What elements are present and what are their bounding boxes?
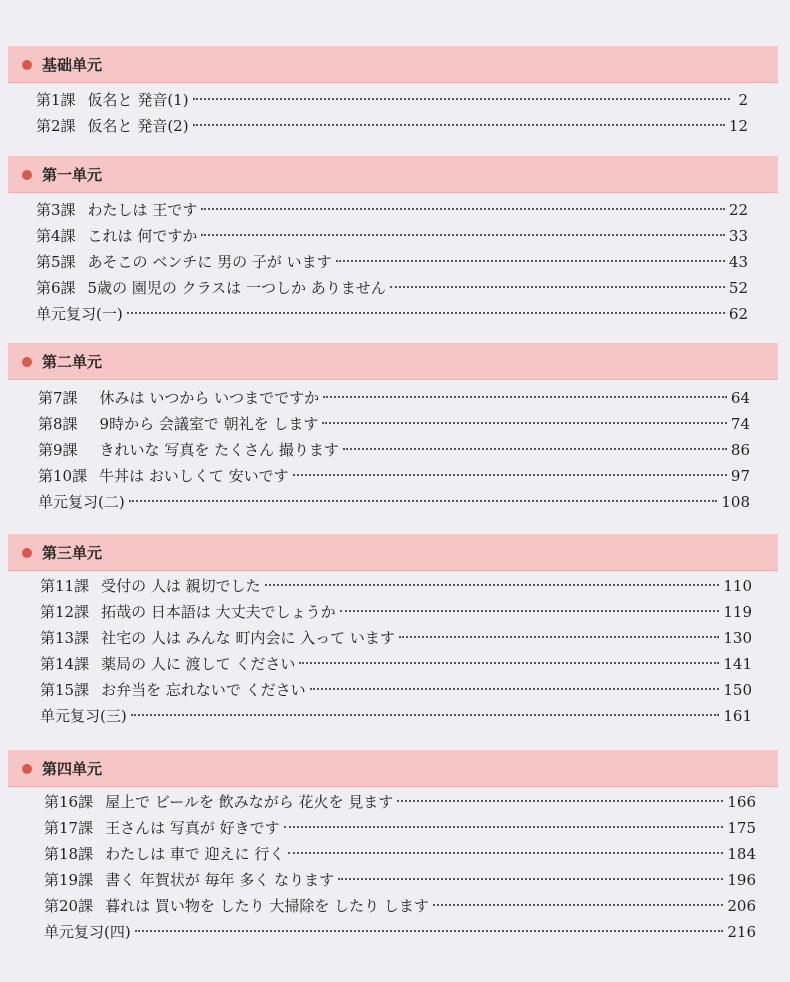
lesson-title: 暮れは 買い物を したり 大掃除を したり します [105, 897, 429, 915]
leader-dots [433, 904, 723, 906]
page-number: 108 [721, 493, 750, 511]
leader-dots [299, 662, 719, 664]
page-number: 74 [730, 415, 750, 433]
toc-row[interactable] [40, 573, 752, 599]
toc-row[interactable] [36, 87, 748, 113]
leader-dots [284, 826, 724, 828]
lesson-title: 9時から 会議室で 朝礼を します [99, 415, 319, 433]
lesson-number: 第18課 [44, 845, 94, 863]
bullet-dot-icon [22, 60, 32, 70]
page-number: 62 [728, 305, 748, 323]
lesson-number: 第12課 [40, 603, 90, 621]
unit-title: 第四单元 [42, 760, 103, 778]
leader-dots [322, 422, 727, 424]
lesson-title: 仮名と 発音(2) [87, 117, 189, 135]
page-number: 161 [723, 707, 752, 725]
page-number: 2 [738, 91, 748, 109]
unit-title: 第二单元 [42, 353, 103, 371]
toc-row[interactable] [38, 385, 750, 411]
lesson-number: 第13課 [40, 629, 90, 647]
lesson-number: 第5課 [36, 253, 76, 271]
page-number: 130 [723, 629, 752, 647]
toc-row[interactable] [44, 893, 756, 919]
leader-dots [201, 234, 725, 236]
toc-row-review[interactable] [38, 489, 750, 515]
lesson-number: 第8課 [38, 415, 78, 433]
lesson-number: 单元复习(三) [40, 707, 127, 725]
leader-dots [135, 930, 724, 932]
lesson-title: 拓哉の 日本語は 大丈夫でしょうか [101, 603, 336, 621]
lesson-title: お弁当を 忘れないで ください [101, 681, 306, 699]
unit-banner-basic [8, 46, 778, 83]
lesson-title: 牛丼は おいしくて 安いです [99, 467, 289, 485]
lesson-number: 第6課 [36, 279, 76, 297]
page-number: 33 [728, 227, 748, 245]
lesson-number: 单元复习(一) [36, 305, 123, 323]
page-number: 206 [727, 897, 756, 915]
lesson-title: わたしは 車で 迎えに 行く [105, 845, 285, 863]
unit-banner-3 [8, 534, 778, 571]
lesson-title: 受付の 人は 親切でした [101, 577, 261, 595]
lesson-number: 第3課 [36, 201, 76, 219]
page-number: 184 [727, 845, 756, 863]
lesson-title: 王さんは 写真が 好きです [105, 819, 280, 837]
unit-banner-2 [8, 343, 778, 380]
toc-row[interactable] [44, 867, 756, 893]
page-number: 52 [728, 279, 748, 297]
page-number: 22 [728, 201, 748, 219]
leader-dots [288, 852, 723, 854]
toc-row[interactable] [36, 223, 748, 249]
toc-row[interactable] [40, 677, 752, 703]
lesson-title: 5歳の 園児の クラスは 一つしか ありません [87, 279, 386, 297]
toc-row[interactable] [44, 841, 756, 867]
lesson-number: 第15課 [40, 681, 90, 699]
page-number: 216 [727, 923, 756, 941]
leader-dots [310, 688, 720, 690]
lesson-title: 社宅の 人は みんな 町内会に 入って います [101, 629, 395, 647]
toc-row[interactable] [36, 113, 748, 139]
lesson-number: 第1課 [36, 91, 76, 109]
leader-dots [201, 208, 725, 210]
lesson-number: 单元复习(二) [38, 493, 125, 511]
bullet-dot-icon [22, 357, 32, 367]
leader-dots [336, 260, 725, 262]
leader-dots [338, 878, 723, 880]
leader-dots [127, 312, 725, 314]
toc-row-review[interactable] [44, 919, 756, 945]
page-number: 43 [728, 253, 748, 271]
leader-dots [129, 500, 718, 502]
leader-dots [131, 714, 720, 716]
lesson-number: 第17課 [44, 819, 94, 837]
leader-dots [399, 636, 719, 638]
unit-title: 基础单元 [42, 56, 103, 74]
bullet-dot-icon [22, 548, 32, 558]
lesson-title: あそこの ベンチに 男の 子が います [87, 253, 332, 271]
toc-row[interactable] [38, 437, 750, 463]
page-number: 166 [727, 793, 756, 811]
leader-dots [193, 124, 725, 126]
toc-row[interactable] [36, 197, 748, 223]
page-number: 196 [727, 871, 756, 889]
unit-banner-1 [8, 156, 778, 193]
leader-dots [193, 98, 730, 100]
leader-dots [390, 286, 725, 288]
unit-title: 第一单元 [42, 166, 103, 184]
unit-banner-4 [8, 750, 778, 787]
bullet-dot-icon [22, 170, 32, 180]
leader-dots [293, 474, 727, 476]
page-number: 97 [730, 467, 750, 485]
lesson-title: 書く 年賀状が 毎年 多く なります [105, 871, 335, 889]
unit-title: 第三单元 [42, 544, 103, 562]
page-number: 12 [728, 117, 748, 135]
lesson-number: 第7課 [38, 389, 78, 407]
lesson-number: 第16課 [44, 793, 94, 811]
page-number: 175 [727, 819, 756, 837]
lesson-title: これは 何ですか [87, 227, 198, 245]
lesson-number: 单元复习(四) [44, 923, 131, 941]
lesson-title: 仮名と 発音(1) [87, 91, 189, 109]
leader-dots [323, 396, 727, 398]
page-number: 141 [723, 655, 752, 673]
lesson-title: 休みは いつから いつまでですか [99, 389, 320, 407]
toc-row[interactable] [40, 599, 752, 625]
toc-row[interactable] [44, 815, 756, 841]
toc-row-review[interactable] [40, 703, 752, 729]
leader-dots [265, 584, 720, 586]
lesson-number: 第10課 [38, 467, 88, 485]
lesson-number: 第11課 [40, 577, 90, 595]
toc-row-review[interactable] [36, 301, 748, 327]
lesson-title: きれいな 写真を たくさん 撮ります [99, 441, 339, 459]
bullet-dot-icon [22, 764, 32, 774]
lesson-number: 第4課 [36, 227, 76, 245]
page-number: 150 [723, 681, 752, 699]
leader-dots [397, 800, 723, 802]
toc-row[interactable] [40, 651, 752, 677]
page-number: 64 [730, 389, 750, 407]
page-number: 119 [723, 603, 752, 621]
lesson-number: 第20課 [44, 897, 94, 915]
page-number: 110 [723, 577, 752, 595]
toc-row[interactable] [38, 463, 750, 489]
lesson-number: 第14課 [40, 655, 90, 673]
leader-dots [340, 610, 720, 612]
lesson-title: 屋上で ビールを 飲みながら 花火を 見ます [105, 793, 394, 811]
leader-dots [343, 448, 727, 450]
toc-row[interactable] [44, 789, 756, 815]
lesson-number: 第2課 [36, 117, 76, 135]
lesson-title: 薬局の 人に 渡して ください [101, 655, 296, 673]
lesson-title: わたしは 王です [87, 201, 198, 219]
lesson-number: 第9課 [38, 441, 78, 459]
toc-row[interactable] [38, 411, 750, 437]
lesson-number: 第19課 [44, 871, 94, 889]
toc-row[interactable] [36, 275, 748, 301]
toc-row[interactable] [36, 249, 748, 275]
page-number: 86 [730, 441, 750, 459]
toc-row[interactable] [40, 625, 752, 651]
